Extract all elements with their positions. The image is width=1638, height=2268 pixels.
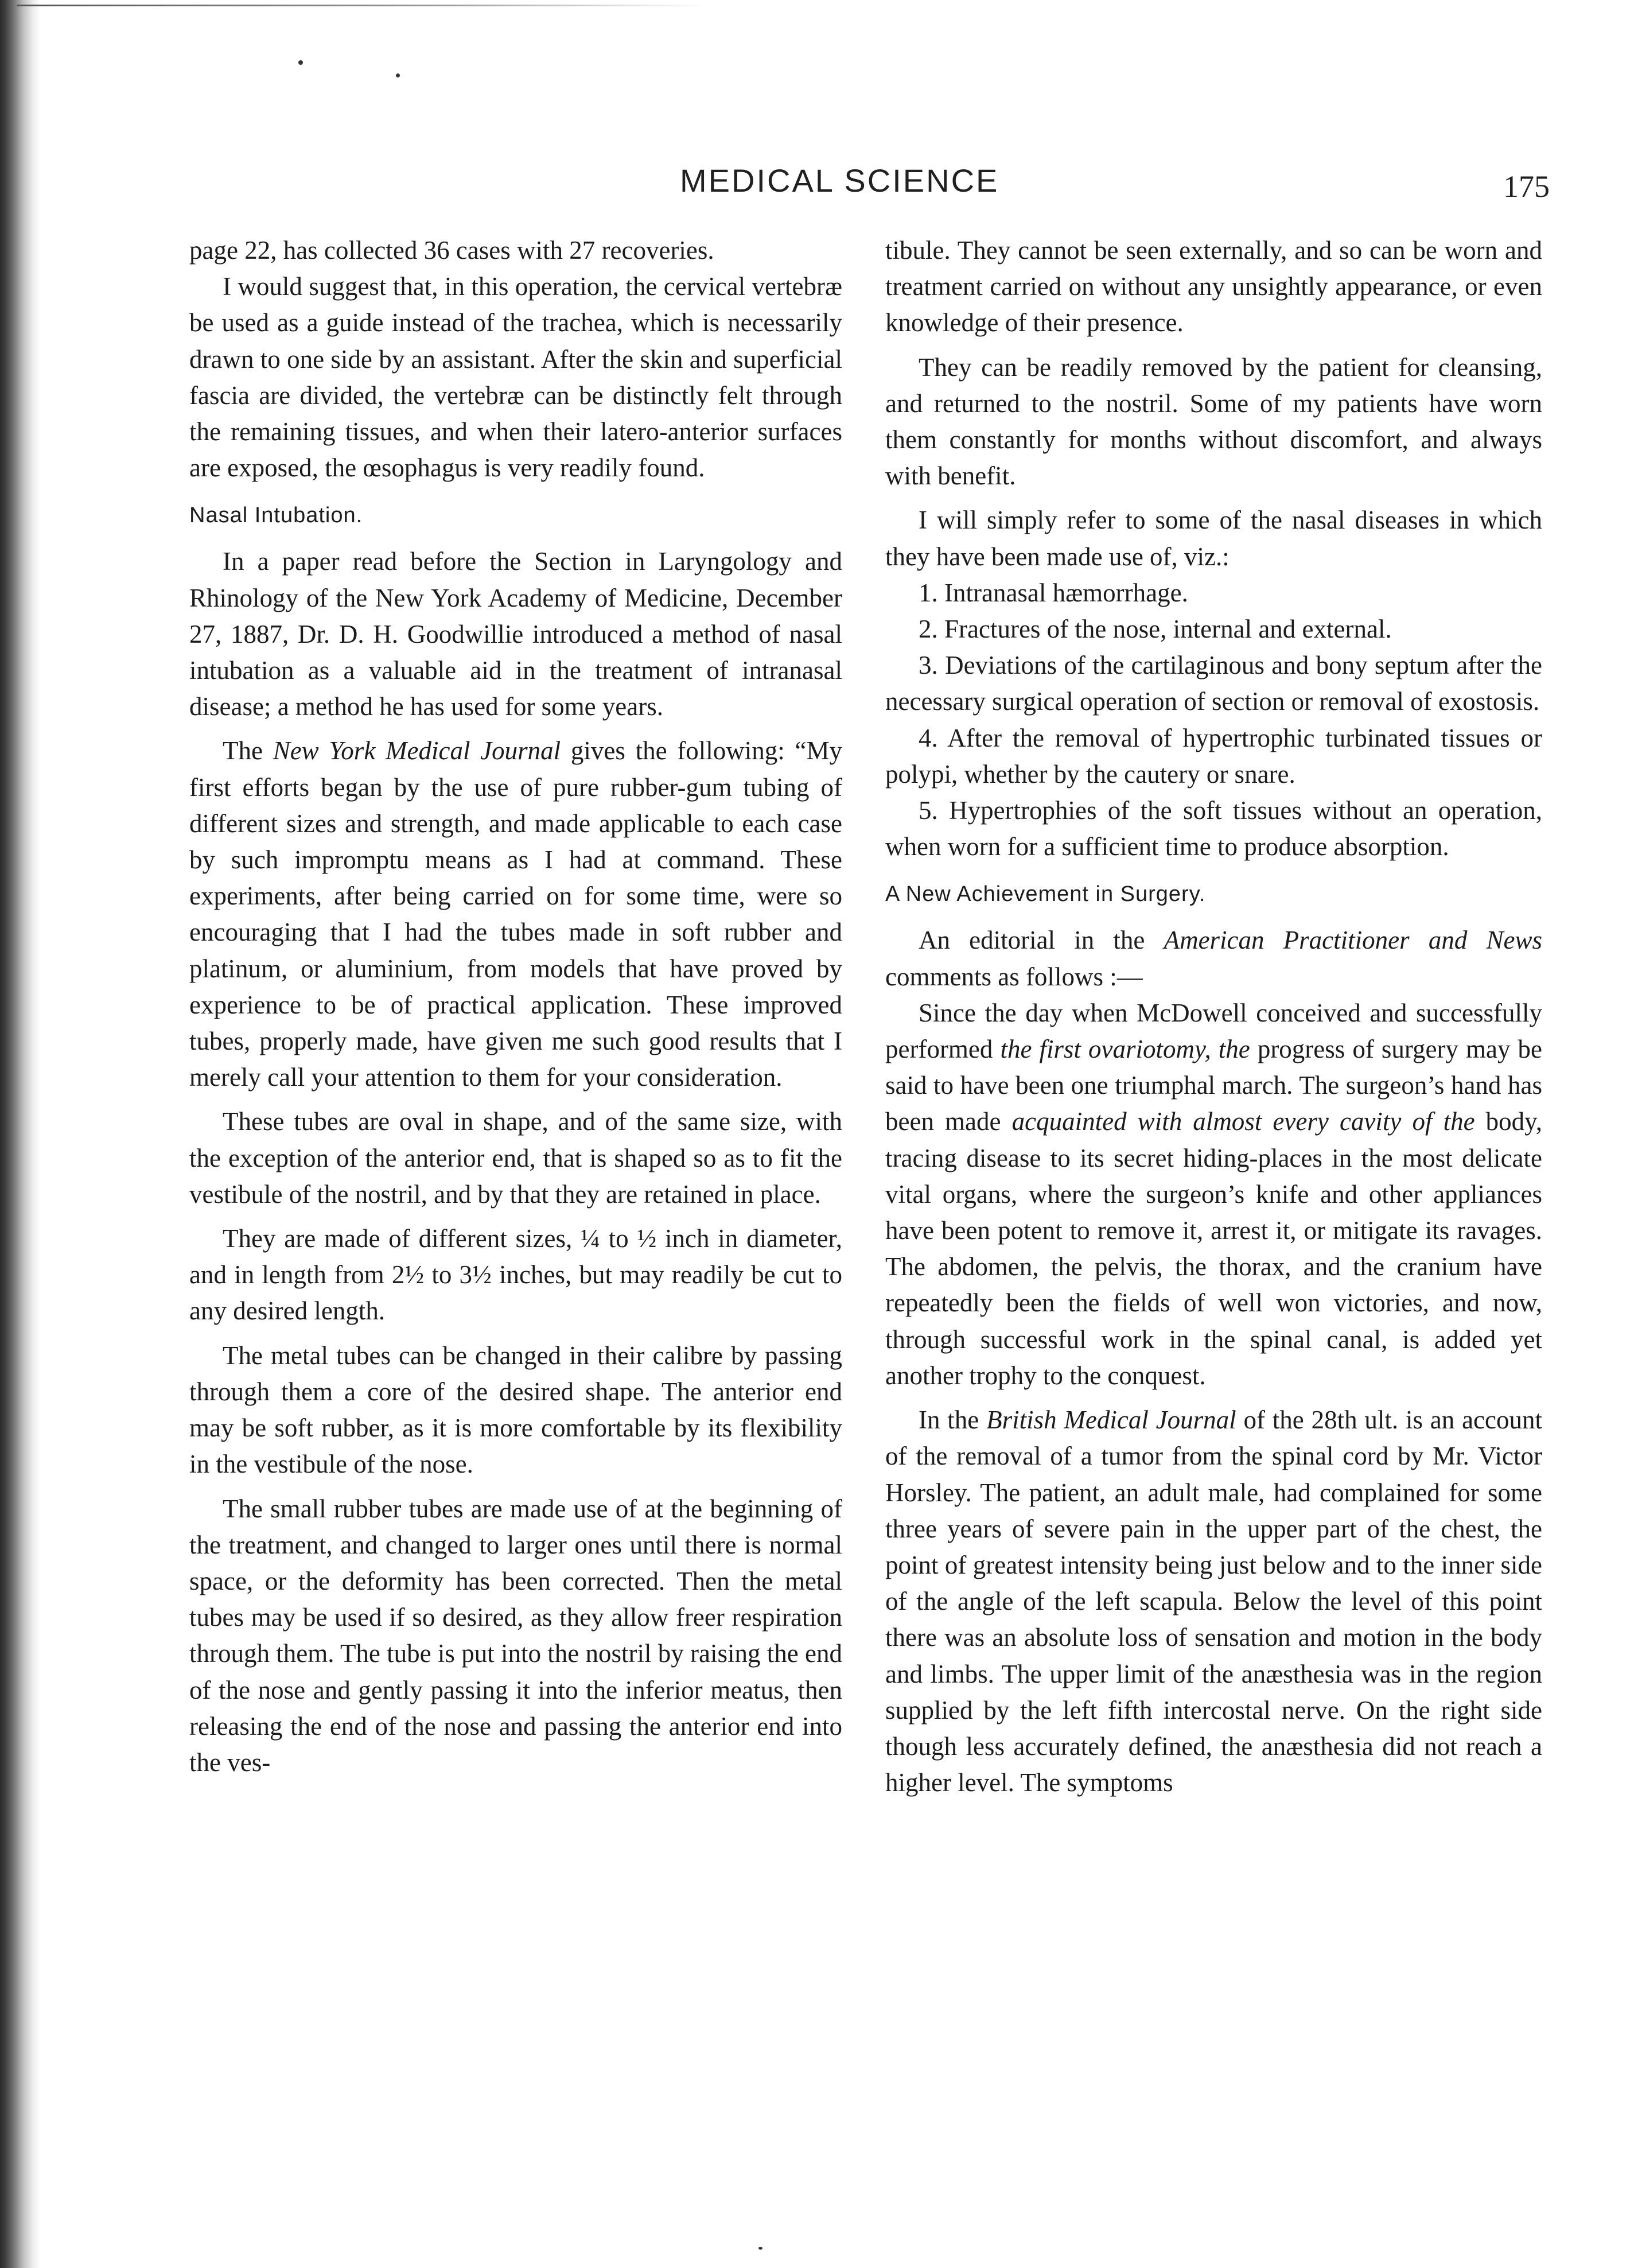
section-heading: Nasal Intubation. bbox=[189, 503, 363, 528]
text-run: An editorial in the bbox=[919, 926, 1164, 955]
paragraph: The small rubber tubes are made use of at the beginning of the treatment, and changed to larger ones until there is normal space, or the deformity has been corrected. Then the metal tubes may be used if so desired, as they allow freer respiration through them. The tube is put into the nostril by raising the end of the nose and gently passing it into the inferior meatus, then releasing the end of the nose and passing the anterior end into the ves- bbox=[189, 1494, 842, 1777]
text-run: The bbox=[223, 736, 273, 766]
book-spine-shadow bbox=[0, 0, 40, 2268]
left-column bbox=[189, 232, 842, 1781]
text-run: Since the day when McDowell conceived and successfully performed bbox=[885, 998, 1542, 1064]
italic-run: acquainted with almost every cavity of the bbox=[1011, 1107, 1475, 1136]
paragraph: They are made of different sizes, ¼ to ½ inch in diameter, and in length from 2½ to 3½ inches, but may readily be cut to any desired length. bbox=[189, 1224, 842, 1326]
text-run: In the bbox=[919, 1405, 987, 1435]
paragraph bbox=[189, 733, 842, 1096]
ink-speck bbox=[758, 2247, 762, 2250]
right-column bbox=[885, 232, 1542, 1801]
list-item: 1. Intranasal hæmorrhage. bbox=[919, 578, 1188, 607]
text-run: gives the following: “My first efforts began by the use of pure rubber-gum tubing of different sizes and strength, and made applicable to each case by such impromptu means as I had at command. These experiments, after being carried on for some time, were so encouraging that I had the tubes made in soft rubber and platinum, or aluminium, from models that have proved by experience to be of practical application. These improved tubes, properly made, have given me such good results that I merely call your attention to them for your consideration. bbox=[189, 736, 842, 1092]
journal-title: British Medical Journal bbox=[986, 1405, 1236, 1435]
list-item: 3. Deviations of the cartilaginous and bony septum after the necessary surgical operation of section or removal of exostosis. bbox=[885, 651, 1542, 716]
ink-speck bbox=[396, 73, 400, 77]
italic-run: the first ovariotomy, the bbox=[1000, 1035, 1250, 1064]
paragraph: I will simply refer to some of the nasal diseases in which they have been made use of, viz.: bbox=[885, 506, 1542, 571]
paragraph bbox=[885, 1402, 1542, 1801]
list-item: 5. Hypertrophies of the soft tissues without an operation, when worn for a sufficient time to produce absorption. bbox=[885, 796, 1542, 861]
list-item: 4. After the removal of hypertrophic turbinated tissues or polypi, whether by the cautery or snare. bbox=[885, 723, 1542, 789]
text-run: body, tracing disease to its secret hiding-places in the most delicate vital organs, where the surgeon’s knife and other appliances have been potent to remove it, arrest it, or mitigate its ravages. The abdomen, the pelvis, the thorax, and the cranium have repeatedly been the fields of well won victories, and now, through successful work in the spinal canal, is added yet another trophy to the conquest. bbox=[885, 1107, 1543, 1390]
paragraph: tibule. They cannot be seen externally, and so can be worn and treatment carried on without any unsightly appearance, or even knowledge of their presence. bbox=[885, 236, 1542, 337]
paragraph bbox=[885, 995, 1542, 1394]
text-run: progress of surgery may be said to have been one triumphal march. The surgeon’s hand has been made bbox=[885, 1035, 1543, 1136]
list-item: 2. Fractures of the nose, internal and external. bbox=[919, 615, 1392, 644]
running-header: MEDICAL SCIENCE bbox=[680, 162, 999, 199]
paragraph: They can be readily removed by the patient for cleansing, and returned to the nostril. Some of my patients have worn them constantly for months without discomfort, and always with benefit. bbox=[885, 352, 1542, 491]
text-run: of the 28th ult. is an account of the removal of a tumor from the spinal cord by Mr. Victor Horsley. The patient, an adult male, had complained for some three years of severe pain in the upper part of the chest, the point of greatest intensity being just below and to the inner side of the angle of the left scapula. Below the level of this point there was an absolute loss of sensation and motion in the body and limbs. The upper limit of the anæsthesia was in the region supplied by the left fifth intercostal nerve. On the right side though less accurately defined, the anæsthesia did not reach a higher level. The symptoms bbox=[885, 1405, 1542, 1797]
paragraph: These tubes are oval in shape, and of the same size, with the exception of the anterior end, that is shaped so as to fit the vestibule of the nostril, and by that they are retained in place. bbox=[189, 1107, 842, 1209]
section-heading: A New Achievement in Surgery. bbox=[885, 882, 1206, 907]
top-edge-line bbox=[17, 5, 706, 6]
journal-title: New York Medical Journal bbox=[273, 736, 561, 766]
paragraph: page 22, has collected 36 cases with 27 recoveries. bbox=[189, 236, 714, 265]
text-run: comments as follows :— bbox=[885, 962, 1143, 991]
journal-title: American Practitioner and News bbox=[1164, 926, 1542, 955]
page-number: 175 bbox=[1503, 169, 1550, 204]
paragraph: In a paper read before the Section in Laryngology and Rhinology of the New York Academy of Medicine, December 27, 1887, Dr. D. H. Goodwillie introduced a method of nasal intubation as a valuable aid in the treatment of intranasal disease; a method he has used for some years. bbox=[189, 547, 842, 721]
paragraph bbox=[885, 922, 1542, 995]
ink-speck bbox=[298, 60, 303, 65]
paragraph: The metal tubes can be changed in their calibre by passing through them a core of the desired shape. The anterior end may be soft rubber, as it is more comfortable by its flexibility in the vestibule of the nose. bbox=[189, 1341, 842, 1479]
paragraph: I would suggest that, in this operation, the cervical vertebræ be used as a guide instead of the trachea, which is necessarily drawn to one side by an assistant. After the skin and superficial fascia are divided, the vertebræ can be distinctly felt through the remaining tissues, and when their latero-anterior surfaces are exposed, the œsophagus is very readily found. bbox=[189, 272, 842, 483]
